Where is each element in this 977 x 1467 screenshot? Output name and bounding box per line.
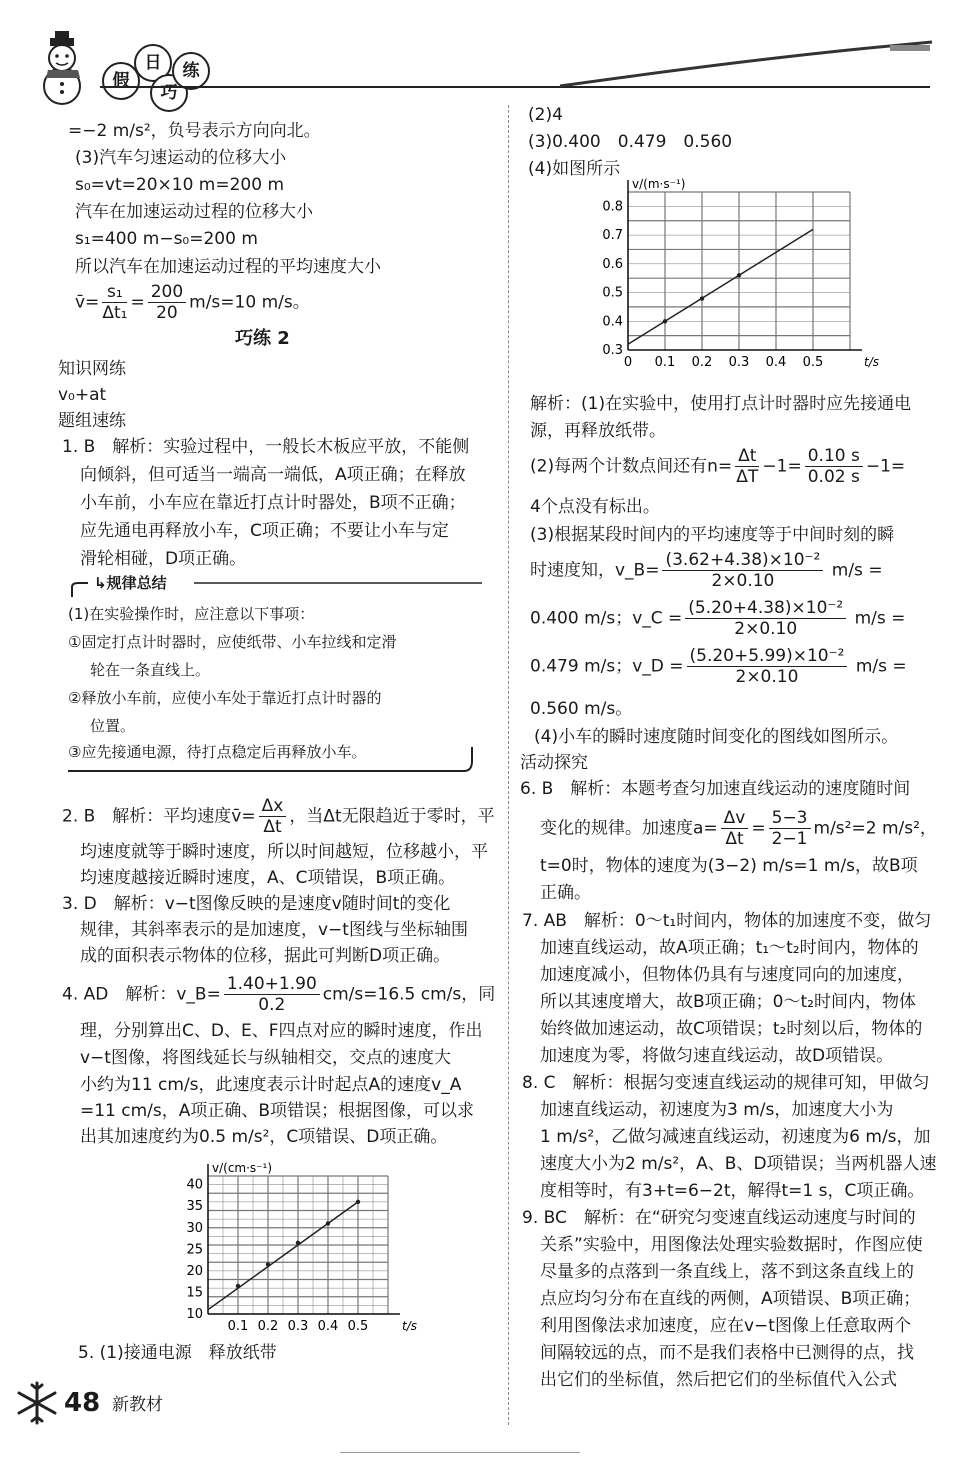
q1-line-4: 应先通电再释放小车，C项正确；不要让小车与定 [80,521,449,541]
practice-title: 题组速练 [58,411,126,431]
x-tick-label: 0.4 [317,1319,339,1334]
data-point [737,273,741,277]
y-tick-label: 0.8 [602,199,623,215]
q7-line-1: 7. AB 解析：0～t₁时间内，物体的加速度不变，做匀 [522,911,932,931]
page-number: 48 [64,1388,101,1418]
summary-line-2: ①固定打点计时器时，应使纸带、小车拉线和定滑 [68,633,397,651]
q9-line-1: 9. BC 解析：在“研究匀变速直线运动速度与时间的 [522,1208,916,1228]
y-tick-label: 15 [186,1285,203,1301]
q7-line-4: 所以其速度增大，故B项正确；0～t₂时间内，物体 [540,992,916,1012]
footer-label: 新教材 [112,1395,163,1415]
y-axis-label: v/(m·s⁻¹) [632,177,686,191]
right-top-line-2: (3)0.400 0.479 0.560 [528,132,733,152]
right-top-line-1: (2)4 [528,105,563,125]
q9-line-6: 间隔较远的点，而不是我们表格中已测得的点，找 [540,1343,914,1363]
data-point [296,1241,300,1245]
data-point [356,1200,360,1204]
data-point [236,1284,240,1288]
x-tick-label: 0.4 [765,355,787,370]
column-divider [508,105,509,1425]
x-tick-label: 0.5 [802,355,824,370]
q6-line-1: 6. B 解析：本题考查匀加速直线运动的速度随时间 [520,779,911,799]
q8-line-3: 1 m/s²，乙做匀减速直线运动，初速度为6 m/s，加 [540,1127,931,1147]
header-badge-4: 练 [172,52,210,90]
q7-line-3: 加速度减小，但物体仍具有与速度同向的加速度， [540,965,914,985]
a4-line: (4)小车的瞬时速度随时间变化的图线如图所示。 [534,727,899,747]
a1-line-2: 源，再释放纸带。 [530,421,666,441]
q4-line-6: 出其加速度约为0.5 m/s²，C项错误、D项正确。 [80,1127,448,1147]
summary-line-5: 位置。 [90,717,136,735]
a2-first-line: (2)每两个计数点间还有n= $\frac{\Delta t}{\Delta T}$ −1= $\frac{0.10 s}{0.02 s}$ −1= [530,446,906,487]
a1-line-1: 解析：(1)在实验中，使用打点计时器时应先接通电 [530,394,912,414]
q2-line-2: 均速度就等于瞬时速度，所以时间越短，位移越小，平 [80,842,488,862]
summary-arrow-icon: ↳ [94,574,107,592]
x-tick-label: 0.1 [227,1319,249,1334]
q6-line-4: 正确。 [540,883,591,903]
q8-line-4: 速度大小为2 m/s²，A、B、D项错误；当两机器人速 [540,1154,937,1174]
q9-line-4: 点应均匀分布在直线的两侧，A项错误、B项正确； [540,1289,921,1309]
vt-chart-left [170,1148,417,1338]
y-axis-label: v/(cm·s⁻¹) [212,1161,273,1175]
y-tick-label: 35 [186,1199,203,1215]
knowledge-title: 知识网练 [58,359,126,379]
summary-line-3: 轮在一条直线上。 [90,661,211,679]
a3-vc-line: 0.400 m/s；v_C = $\frac{\text{(5.20+4.38)×10⁻²}}{2\times 0.10}$ m/s = [530,598,906,639]
y-tick-label: 40 [186,1177,203,1193]
a2-line-2: 4个点没有标出。 [530,497,660,517]
data-point [326,1221,330,1225]
q4-line-3: v−t图像，将图线延长与纵轴相交，交点的速度大 [80,1048,451,1068]
q8-line-2: 加速直线运动，初速度为3 m/s，加速度大小为 [540,1100,894,1120]
q4-line-4: 小约为11 cm/s，此速度表示计时起点A的速度v_A [80,1075,462,1095]
q1-line-5: 滑轮相碰，D项正确。 [80,549,247,569]
q9-line-5: 利用图像法求加速度，应在v−t图像上任意取两个 [540,1316,911,1336]
summary-box [64,575,484,775]
q4-line-5: =11 cm/s，A项正确、B项错误；根据图像，可以求 [80,1101,475,1121]
q7-line-5: 始终做加速运动，故C项错误；t₂时刻以后，物体的 [540,1019,923,1039]
y-tick-label: 0.3 [602,343,623,358]
q8-line-5: 度相等时，有3+t=6−2t，解得t=1 s，C项正确。 [540,1181,925,1201]
y-tick-label: 0.7 [602,228,623,244]
x-tick-label: 0.5 [347,1319,369,1334]
x-tick-label: 0.2 [257,1319,279,1334]
knowledge-formula: v₀+at [58,385,107,405]
q3-line-1: 3. D 解析：v−t图像反映的是速度v随时间t的变化 [62,894,451,914]
section-title: 巧练 2 [235,328,290,349]
left-line-1: =−2 m/s²，负号表示方向向北。 [68,121,321,141]
avg-velocity-formula: v̄= $\frac{\text{s₁}}{\text{Δt₁}}$ = $\frac{200}{20}$ m/s=10 m/s。 [75,282,310,323]
q2-first-line: 2. B 解析：平均速度v̄= $\frac{\Delta x}{\Delta t}$ ，当Δt无限趋近于零时，平 [62,796,495,837]
q3-line-3: 成的面积表示物体的位移，据此可判断D项正确。 [80,946,451,966]
header-badge-1: 假 [102,62,140,100]
q2-line-3: 均速度越接近瞬时速度，A、C项错误，B项正确。 [80,868,456,888]
a3-vb-line: 时速度知，v_B= $\frac{\text{(3.62+4.38)×10⁻²}}{2\times 0.10}$ m/s = [530,550,883,591]
y-tick-label: 20 [186,1263,203,1279]
x-tick-label: 0.1 [654,355,676,370]
right-top-line-3: (4)如图所示 [528,159,621,179]
a3-vd-line: 0.479 m/s；v_D = $\frac{\text{(5.20+5.99)×10⁻²}}{2\times 0.10}$ m/s = [530,646,907,687]
q1-line-3: 小车前，小车应在靠近打点计时器处，B项不正确； [80,493,466,513]
snowflake-icon [14,1380,60,1426]
data-point [663,319,667,323]
q4-first-line: 4. AD 解析：v_B= $\frac{1.40+1.90}{0.2}$ cm/s=16.5 cm/s，同 [62,974,496,1015]
summary-line-1: (1)在实验操作时，应注意以下事项： [68,605,315,623]
x-tick-label: 0.3 [728,355,750,370]
vt-chart-right [600,170,879,380]
q4-line-2: 理，分别算出C、D、E、F四点对应的瞬时速度，作出 [80,1021,483,1041]
summary-line-4: ②释放小车前，应使小车处于靠近打点计时器的 [68,689,382,707]
x-tick-label: 0.3 [287,1319,309,1334]
x-tick-label: 0 [623,355,633,370]
y-tick-label: 10 [186,1307,203,1322]
q3-line-2: 规律，其斜率表示的是加速度，v−t图线与坐标轴围 [80,920,468,940]
data-point [266,1262,270,1266]
a3-line-1: (3)根据某段时间内的平均速度等于中间时刻的瞬 [530,525,895,545]
x-axis-label: t/s [402,1319,417,1333]
q5-line: 5. (1)接通电源 释放纸带 [78,1343,277,1363]
q6-acc-line: 变化的规律。加速度a= $\frac{\Delta v}{\Delta t}$ = $\frac{5-3}{2-1}$ m/s²=2 m/s²， [540,808,937,849]
y-tick-label: 0.6 [602,256,623,272]
snowman-mascot-icon [30,28,100,108]
summary-title: ↳规律总结 [94,574,167,592]
header-badge-2: 日 [134,44,172,82]
q7-line-6: 加速度为零，将做匀速直线运动，故D项错误。 [540,1046,894,1066]
header-badge-3: 巧 [150,74,188,112]
left-line-2: (3)汽车匀速运动的位移大小 [75,148,287,168]
left-line-3: s₀=vt=20×10 m=200 m [75,175,285,195]
q1-line-1: 1. B 解析：实验过程中，一般长木板应平放，不能侧 [62,437,470,457]
summary-line-6: ③应先接通电源，待打点稳定后再释放小车。 [68,743,367,761]
y-tick-label: 30 [186,1220,203,1236]
q7-line-2: 加速直线运动，故A项正确；t₁～t₂时间内，物体的 [540,938,919,958]
activity-title: 活动探究 [520,753,588,773]
series-line [628,229,813,344]
left-line-4: 汽车在加速运动过程的位移大小 [75,202,313,222]
q9-line-7: 出它们的坐标值，然后把它们的坐标值代入公式 [540,1370,897,1390]
q6-line-3: t=0时，物体的速度为(3−2) m/s=1 m/s，故B项 [540,856,918,876]
q9-line-3: 尽量多的点落到一条直线上，落不到这条直线上的 [540,1262,914,1282]
y-tick-label: 0.5 [602,285,623,301]
y-tick-label: 0.4 [602,314,623,330]
q8-line-1: 8. C 解析：根据匀变速直线运动的规律可知，甲做匀 [522,1073,930,1093]
y-tick-label: 25 [186,1242,203,1258]
data-point [700,296,704,300]
left-line-5: s₁=400 m−s₀=200 m [75,229,258,249]
footer-rule [340,1452,580,1453]
q1-line-2: 向倾斜，但可适当一端高一端低，A项正确；在释放 [80,465,466,485]
x-axis-label: t/s [864,355,879,369]
x-tick-label: 0.2 [691,355,713,370]
q9-line-2: 关系”实验中，用图像法处理实验数据时，作图应使 [540,1235,923,1255]
header-swoosh [560,38,940,88]
left-line-6: 所以汽车在加速运动过程的平均速度大小 [75,257,381,277]
a3-end: 0.560 m/s。 [530,699,633,719]
